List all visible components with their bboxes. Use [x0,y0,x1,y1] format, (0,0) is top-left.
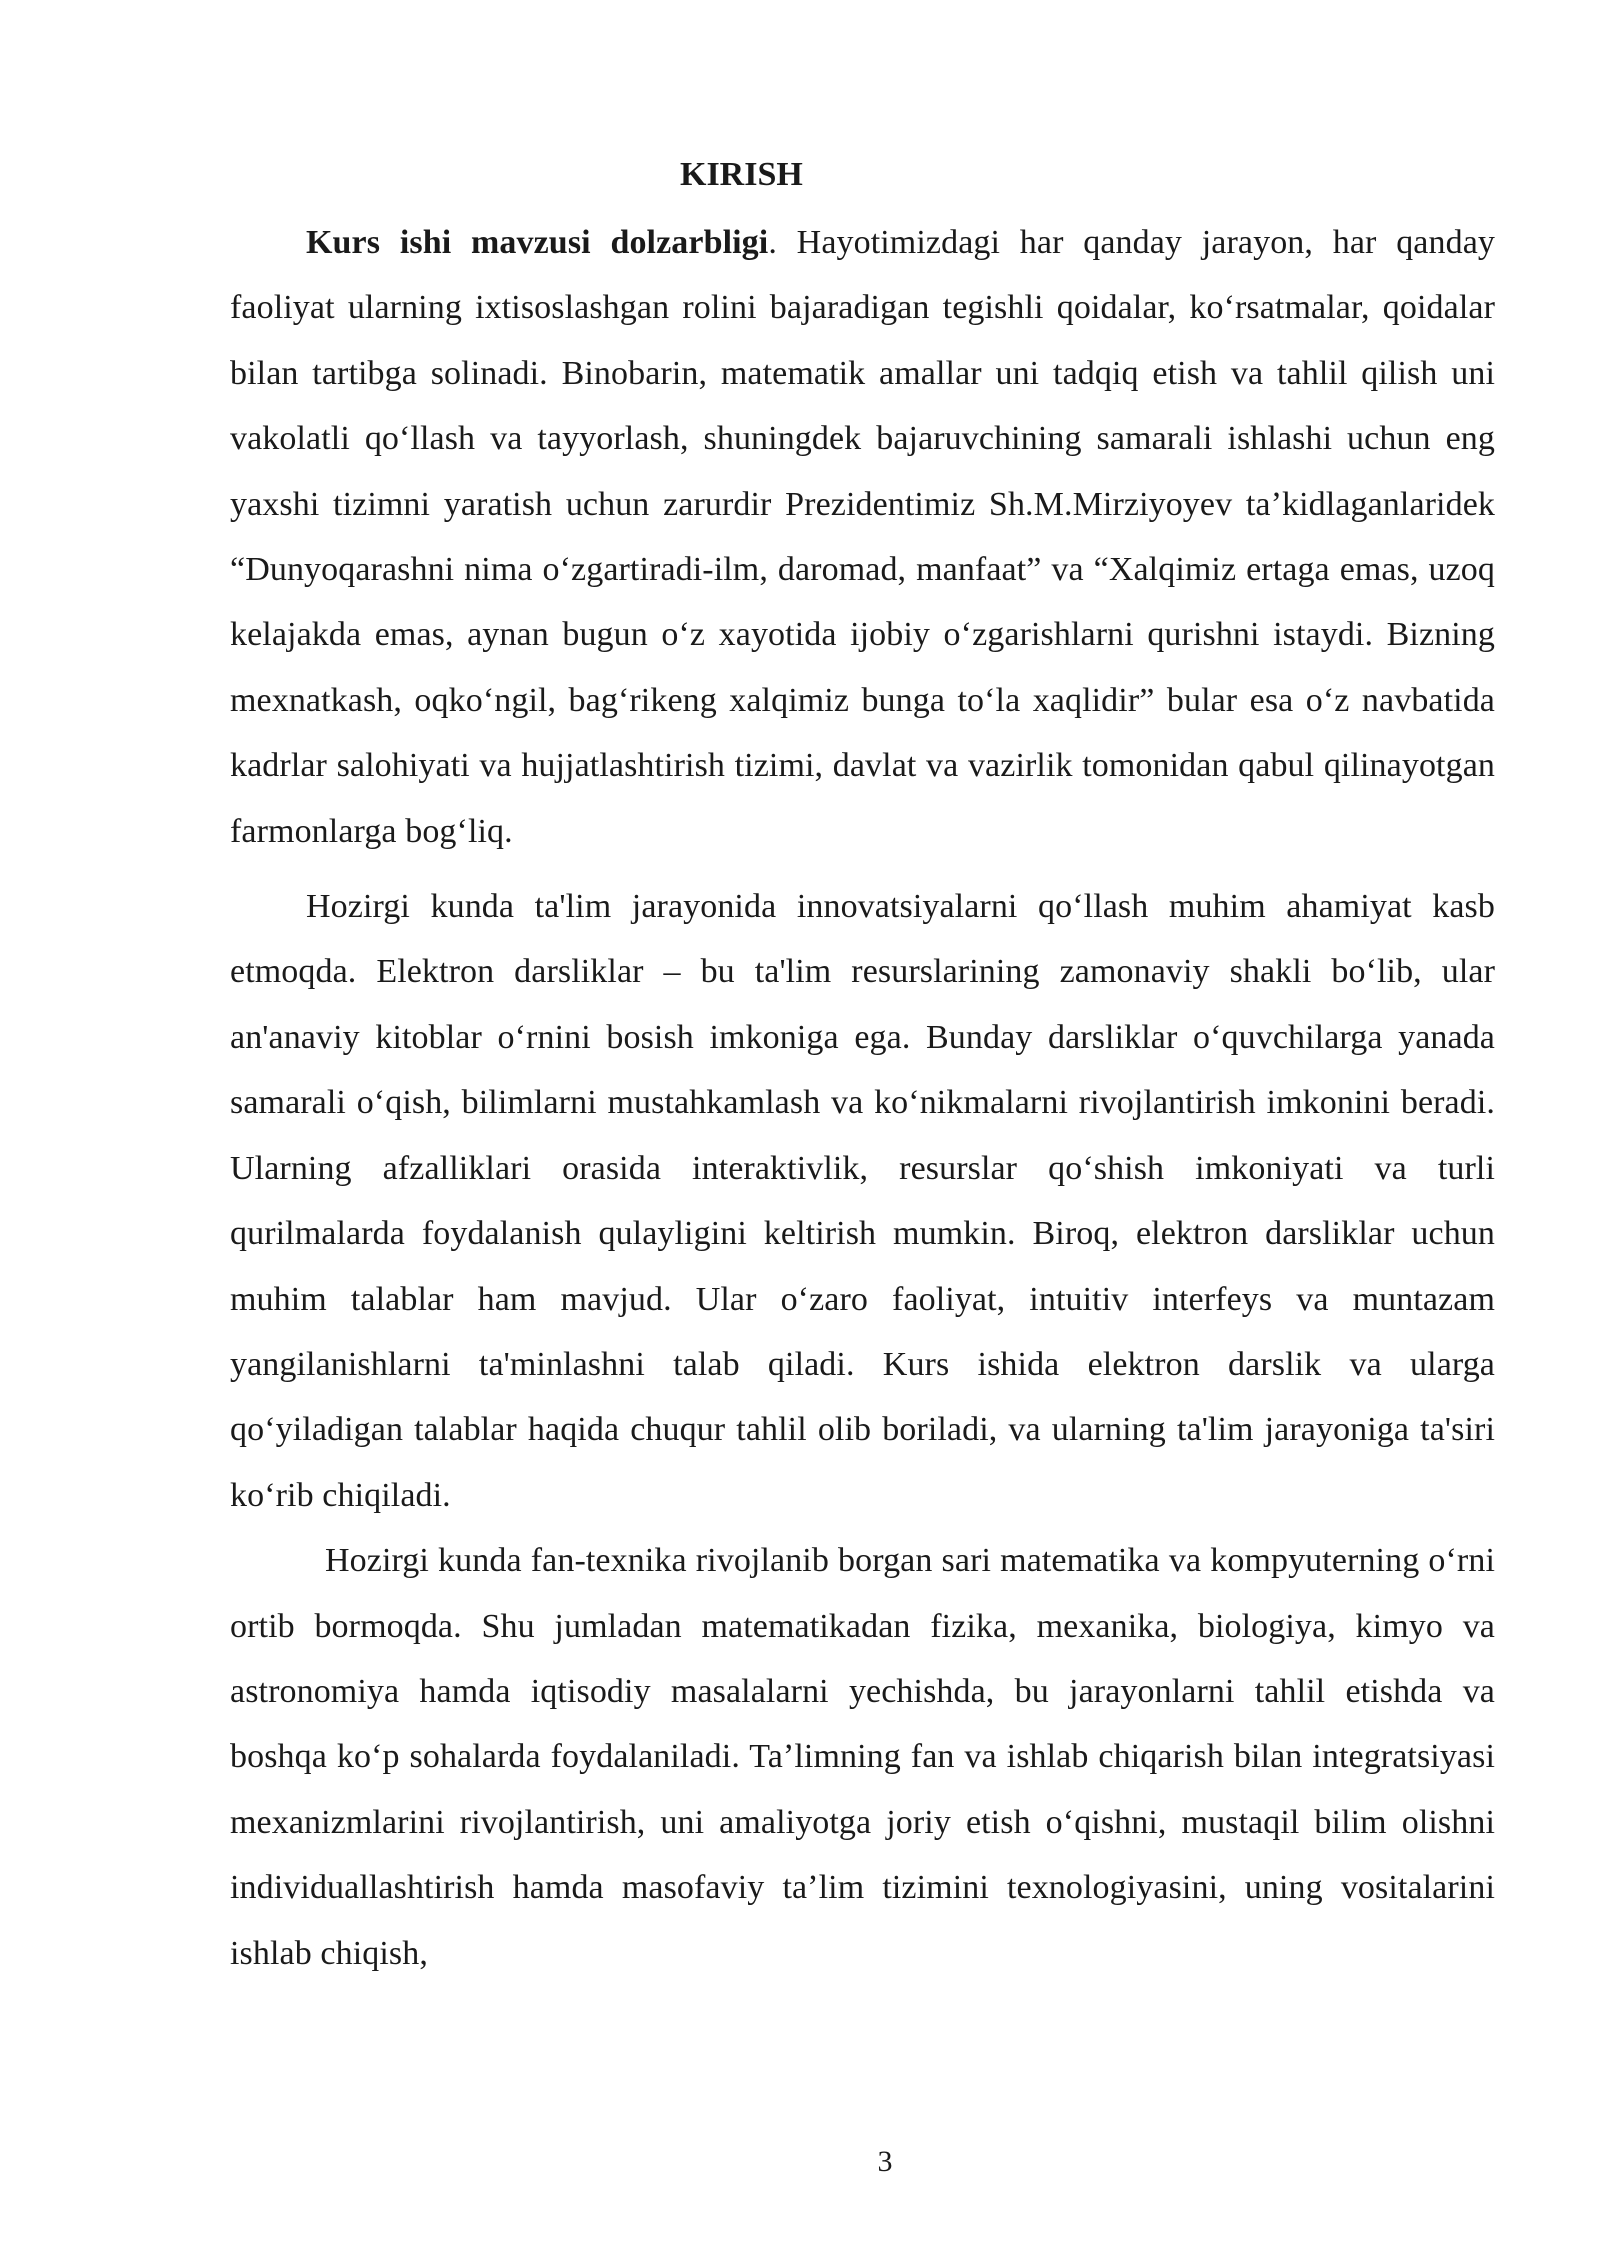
paragraph-mathematics: Hozirgi kunda fan-texnika rivojlanib borgan sari matematika va kompyuterning oʻrni ortib bormoqda. Shu jumladan matematikadan fizika, mexanika, biologiya, kimyo va astronomiya hamda iqtisodiy masalalarni yechishda, bu jarayonlarni tahlil etishda va boshqa koʻp sohalarda foydalaniladi. Taʼlimning fan va ishlab chiqarish bilan integratsiyasi mexanizmlarini rivojlantirish, uni amaliyotga joriy etish oʻqishni, mustaqil bilim olishni individuallashtirish hamda masofaviy taʼlim tizimini texnologiyasini, uning vositalarini ishlab chiqish, [230,1542,1495,1972]
paragraph-text: . Hayotimizdagi har qanday jarayon, har qanday faoliyat ularning ixtisoslashgan rolini bajaradigan tegishli qoidalar, koʻrsatmalar, qoidalar bilan tartibga solinadi. Binobarin, matematik amallar uni tadqiq etish va tahlil qilish uni vakolatli qoʻllash va tayyorlash, shuningdek bajaruvchining samarali ishlashi uchun eng yaxshi tizimni yaratish uchun zarurdir Prezidentimiz Sh.M.Mirziyoyev taʼkidlaganlaridek “Dunyoqarashni nima oʻzgartiradi-ilm, daromad, manfaat” va “Xalqimiz ertaga emas, uzoq kelajakda emas, aynan bugun oʻz xayotida ijobiy oʻzgarishlarni qurishni istaydi. Bizning mexnatkash, oqkoʻngil, bagʻrikeng xalqimiz bunga toʻla xaqlidir” bular esa oʻz navbatida kadrlar salohiyati va hujjatlashtirish tizimi, davlat va vazirlik tomonidan qabul qilinayotgan farmonlarga bogʻliq. [230,224,1495,850]
paragraph-lead: Kurs ishi mavzusi dolzarbligi [306,224,769,261]
paragraph-relevance [230,210,1495,864]
body-text [230,150,1495,1986]
paragraph-innovations: Hozirgi kunda ta'lim jarayonida innovatsiyalarni qoʻllash muhim ahamiyat kasb etmoqda. Elektron darsliklar – bu ta'lim resurslarining zamonaviy shakli boʻlib, ular an'anaviy kitoblar oʻrnini bosish imkoniga ega. Bunday darsliklar oʻquvchilarga yanada samarali oʻqish, bilimlarni mustahkamlash va koʻnikmalarni rivojlantirish imkonini beradi. Ularning afzalliklari orasida interaktivlik, resurslar qoʻshish imkoniyati va turli qurilmalarda foydalanish qulayligini keltirish mumkin. Biroq, elektron darsliklar uchun muhim talablar ham mavjud. Ular oʻzaro faoliyat, intuitiv interfeys va muntazam yangilanishlarni ta'minlashni talab qiladi. Kurs ishida elektron darslik va ularga qoʻyiladigan talablar haqida chuqur tahlil olib boriladi, va ularning ta'lim jarayoniga ta'siri koʻrib chiqiladi. [230,888,1495,1514]
page-number: 3 [877,2145,893,2178]
section-heading: KIRISH [680,156,803,193]
